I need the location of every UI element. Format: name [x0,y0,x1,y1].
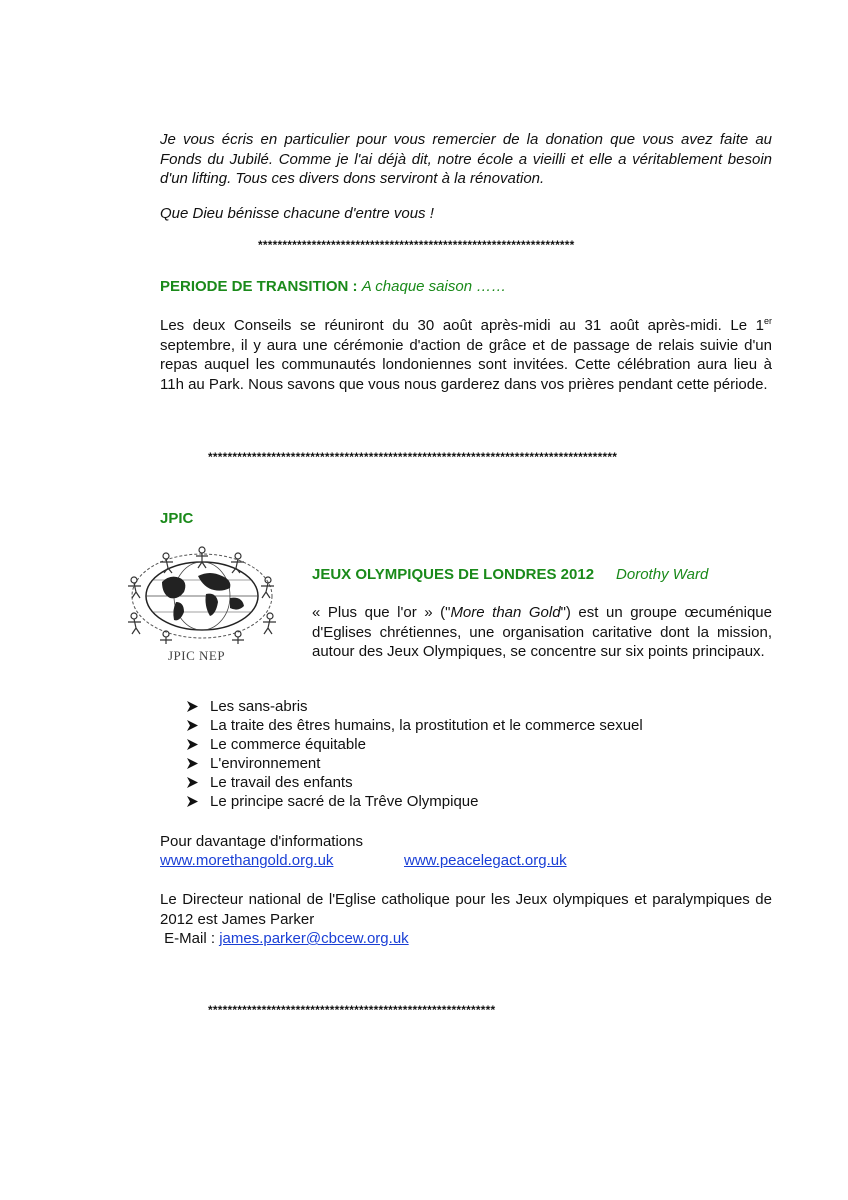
focus-points-list [186,697,746,811]
list-item [186,716,746,735]
separator-stars: *********************************************************** [208,1003,496,1017]
list-item-text: Le commerce équitable [210,736,366,753]
arrow-bullet-icon [186,757,199,770]
article-text-part2: ") est un groupe œcuménique d'Eglises chrétiennes, une organisation caritative dont la mission, autour des Jeux Olympiques, se concentre sur six points principaux. [312,604,772,660]
arrow-bullet-icon [186,776,199,789]
article-text-part1: « Plus que l'or » (" [312,604,451,621]
article-author: Dorothy Ward [616,566,709,583]
email-link[interactable]: james.parker@cbcew.org.uk [219,930,409,947]
list-item [186,792,746,811]
list-item [186,773,746,792]
link-peacelegact[interactable]: www.peacelegact.org.uk [404,852,567,869]
blessing-text: Que Dieu bénisse chacune d'entre vous ! [160,205,434,222]
transition-text-part2: septembre, il y aura une cérémonie d'action de grâce et de passage de relais suivie d'un repas auquel les communautés londoniennes sont invitées. Cette célébration aura lieu à 11h au Park. Nous savons que vous nous garderez dans vos prières pendant cette période. [160,336,772,393]
separator-stars: ***************************************************************** [258,238,575,252]
transition-text-part1: Les deux Conseils se réuniront du 30 août après-midi au 31 août après-midi. Le 1 [160,317,764,334]
arrow-bullet-icon [186,700,199,713]
article-title: JEUX OLYMPIQUES DE LONDRES 2012 [312,566,595,583]
list-item-text: Les sans-abris [210,698,308,715]
section-heading-transition [160,277,506,296]
globe-with-figures-icon [118,540,286,648]
arrow-bullet-icon [186,738,199,751]
list-item [186,735,746,754]
email-label: E-Mail : [160,930,220,947]
intro-paragraph: Je vous écris en particulier pour vous remercier de la donation que vous avez faite au Fonds du Jubilé. Comme je l'ai déjà dit, notre école a vieilli et elle a véritablement besoin d'un lifting. Tous ces divers dons serviront à la rénovation. [160,131,772,187]
section-heading-jpic: JPIC [160,510,194,527]
email-line [160,929,409,948]
article-text-italic: More than Gold [450,604,561,621]
transition-subtitle: A chaque saison …… [361,278,507,295]
separator-stars: ************************************************************************************ [208,450,618,464]
transition-paragraph [160,316,772,394]
arrow-bullet-icon [186,719,199,732]
link-morethangold[interactable]: www.morethangold.org.uk [160,852,334,869]
jpic-nep-logo [118,540,286,666]
list-item-text: Le principe sacré de la Trêve Olympique [210,793,479,810]
list-item-text: Le travail des enfants [210,774,353,791]
transition-title: PERIODE DE TRANSITION : [160,278,362,295]
logo-caption: JPIC NEP [168,648,226,663]
more-info-label: Pour davantage d'informations [160,833,363,850]
list-item-text: La traite des êtres humains, la prostitution et le commerce sexuel [210,717,643,734]
article-paragraph [312,603,772,662]
list-item-text: L'environnement [210,755,321,772]
director-paragraph: Le Directeur national de l'Eglise catholique pour les Jeux olympiques et paralympiques de 2012 est James Parker [160,891,772,928]
arrow-bullet-icon [186,795,199,808]
list-item [186,697,746,716]
transition-superscript: er [763,316,772,326]
list-item [186,754,746,773]
article-heading [312,565,708,584]
